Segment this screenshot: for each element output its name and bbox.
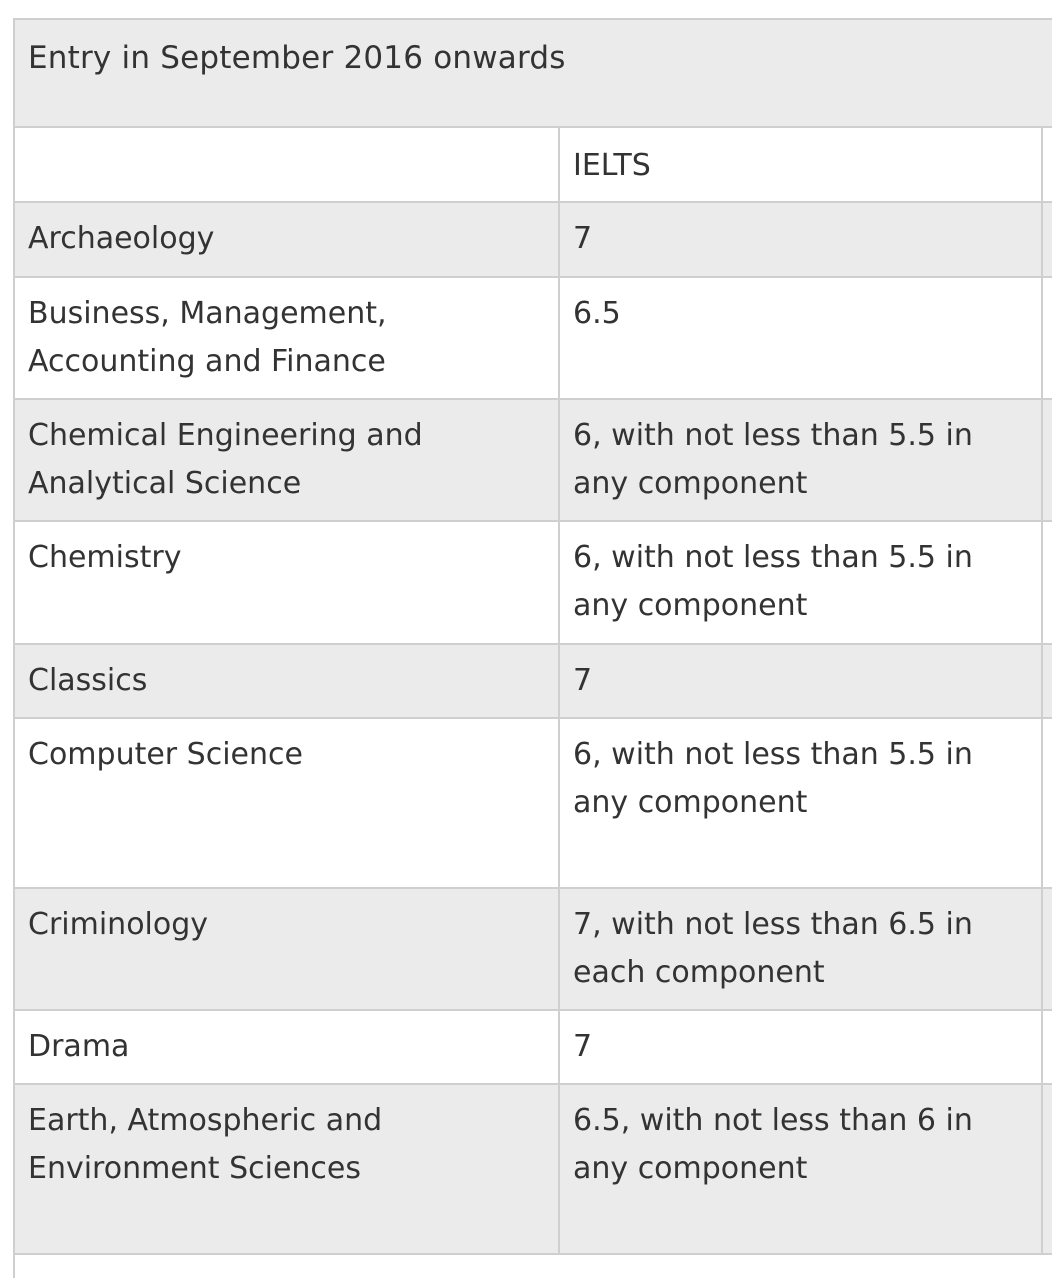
table-row (15, 889, 1052, 1011)
ielts-cell: 6, with not less than 5.5 in any component (560, 522, 1043, 643)
table-row (15, 522, 1052, 645)
subject-cell: Criminology (15, 889, 560, 1009)
table-row (15, 203, 1052, 278)
table-row (15, 400, 1052, 522)
subject-cell: Chemistry (15, 522, 560, 643)
ielts-cell: 7 (560, 203, 1043, 276)
table-header-row (15, 128, 1052, 203)
ielts-cell: 7 (560, 1011, 1043, 1083)
table-row (15, 278, 1052, 400)
subject-cell: Business, Management, Accounting and Finance (15, 278, 560, 398)
ielts-cell: 7 (560, 645, 1043, 717)
ielts-cell: 6.5, with not less than 6 in any component (560, 1085, 1043, 1253)
ielts-cell: 6, with not less than 5.5 in any component (560, 719, 1043, 887)
requirements-table (13, 18, 1052, 1278)
table-body (15, 128, 1052, 1255)
subject-cell: Classics (15, 645, 560, 717)
table-row (15, 1085, 1052, 1255)
ielts-cell: 7, with not less than 6.5 in each component (560, 889, 1043, 1009)
ielts-cell: 6.5 (560, 278, 1043, 398)
table-row (15, 1011, 1052, 1085)
table-caption: Entry in September 2016 onwards (15, 20, 1052, 128)
subject-cell: Archaeology (15, 203, 560, 276)
header-subject-cell (15, 128, 560, 201)
table-row (15, 719, 1052, 889)
subject-cell: Computer Science (15, 719, 560, 887)
subject-cell: Chemical Engineering and Analytical Science (15, 400, 560, 520)
subject-cell: Earth, Atmospheric and Environment Sciences (15, 1085, 560, 1253)
table-row (15, 645, 1052, 719)
header-ielts-cell: IELTS (560, 128, 1043, 201)
ielts-cell: 6, with not less than 5.5 in any component (560, 400, 1043, 520)
subject-cell: Drama (15, 1011, 560, 1083)
